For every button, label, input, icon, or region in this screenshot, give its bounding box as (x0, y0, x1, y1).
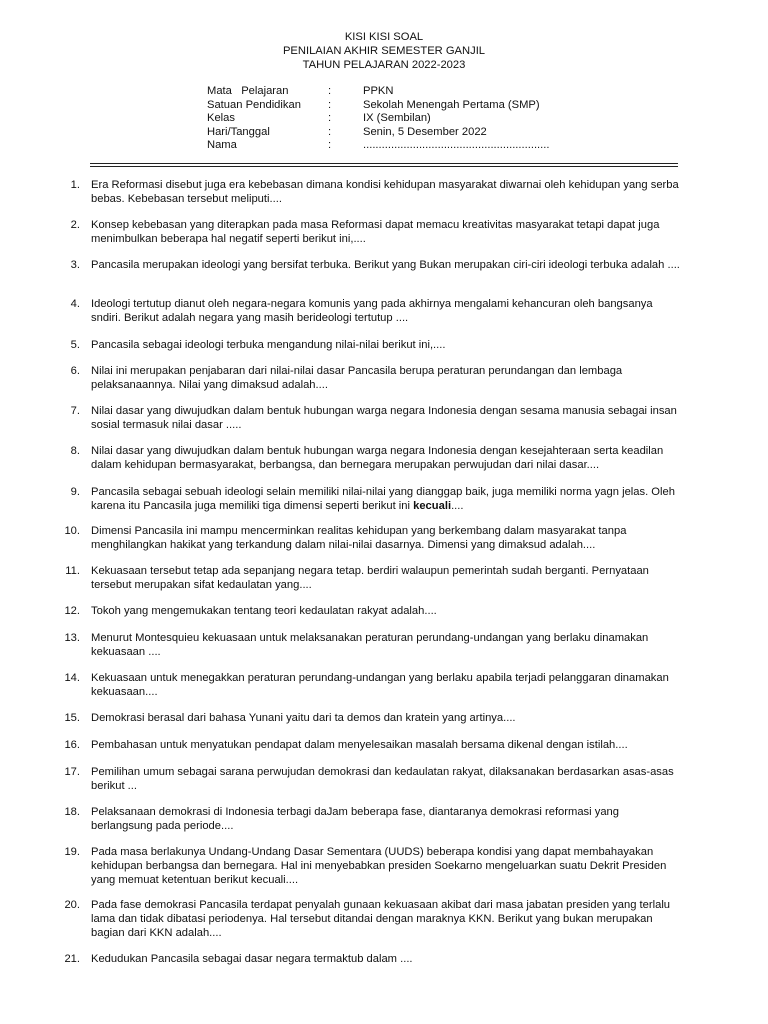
question-text: Pancasila sebagai ideologi terbuka mengandung nilai-nilai berikut ini,.... (91, 339, 446, 351)
name-blank: ............................................................ (363, 139, 550, 151)
question-text: Pembahasan untuk menyatukan pendapat dalam menyelesaikan masalah bersama dikenal dengan istilah.... (91, 739, 628, 751)
question-number: 16. (64, 739, 80, 751)
question-text: Era Reformasi disebut juga era kebebasan dimana kondisi kehidupan masyarakat diwarnai oleh kehidupan yang serba bebas. Kebebasan tersebut meliputi.... (91, 179, 679, 205)
question-number: 14. (64, 672, 80, 684)
question-text: Pada masa berlakunya Undang-Undang Dasar Sementara (UUDS) beberapa kondisi yang dapat membahayakan kehidupan berbangsa dan bernegara. Hal ini menyebabkan presiden Soekarno mengeluarkan suatu Dekrit Presiden yang memuat ketentuan berikut kecuali.... (91, 846, 667, 886)
question-text: Demokrasi berasal dari bahasa Yunani yaitu dari ta demos dan kratein yang artinya.... (91, 712, 516, 724)
info-value: Senin, 5 Desember 2022 (363, 125, 487, 138)
info-value: PPKN (363, 85, 394, 97)
document-header (0, 30, 768, 72)
header-subtitle: PENILAIAN AKHIR SEMESTER GANJIL (282, 45, 486, 57)
question-emphasis: kecuali (413, 500, 452, 512)
question-number: 1. (70, 179, 80, 191)
question-text: Nilai ini merupakan penjabaran dari nilai-nilai dasar Pancasila berupa peraturan perundangan dan lembaga pelaksanaannya. Nilai yang dimaksud adalah.... (91, 365, 623, 391)
question-text: Nilai dasar yang diwujudkan dalam bentuk hubungan warga negara Indonesia dengan kesejahteraan serta keadilan dalam kehidupan bermasyarakat, berbangsa, dan bernegara merupakan perwujudan dari nilai dasar.... (91, 445, 664, 471)
question-text: Kekuasaan tersebut tetap ada sepanjang negara tetap. berdiri walaupun pemerintah sudah berganti. Pernyataan tersebut merupakan sifat kedaulatan yang.... (91, 565, 649, 591)
question-text: Pada fase demokrasi Pancasila terdapat penyalah gunaan kekuasaan akibat dari masa jabatan presiden yang terlalu lama dan tidak dibatasi periodenya. Hal tersebut ditandai dengan maraknya KKN. Berikut yang bukan merupakan bagian dari KKN adalah.... (91, 899, 671, 939)
question-text: Nilai dasar yang diwujudkan dalam bentuk hubungan warga negara Indonesia dengan sesama manusia sebagai insan sosial termasuk nilai dasar ..... (91, 405, 677, 431)
question-number: 18. (64, 806, 80, 818)
info-label: Kelas (207, 112, 235, 124)
question-text: Kedudukan Pancasila sebagai dasar negara termaktub dalam .... (91, 953, 413, 965)
question-number: 4. (70, 298, 80, 310)
info-colon: : (328, 98, 332, 111)
info-label: Nama (207, 139, 237, 151)
question-number: 15. (64, 712, 80, 724)
info-colon: : (328, 85, 332, 97)
question-text: Konsep kebebasan yang diterapkan pada masa Reformasi dapat memacu kreativitas masyarakat tetapi dapat juga menimbulkan beberapa hal negatif seperti berikut ini,.... (91, 219, 660, 245)
question-text: Tokoh yang mengemukakan tentang teori kedaulatan rakyat adalah.... (91, 605, 437, 617)
question-text: Menurut Montesquieu kekuasaan untuk melaksanakan peraturan perundang-undangan yang berlaku dinamakan kekuasaan .... (91, 632, 649, 658)
question-number: 11. (65, 565, 80, 577)
question-number: 13. (64, 632, 80, 644)
question-number: 2. (70, 219, 80, 231)
info-value: IX (Sembilan) (363, 112, 431, 124)
question-number: 8. (70, 445, 80, 457)
info-label: Hari/Tanggal (207, 125, 270, 138)
question-text: Pemilihan umum sebagai sarana perwujudan demokrasi dan kedaulatan rakyat, dilaksanakan berdasarkan asas-asas berikut ... (91, 766, 674, 792)
divider-line (90, 163, 678, 164)
question-number: 9. (70, 486, 80, 498)
info-value: Sekolah Menengah Pertama (SMP) (363, 98, 540, 111)
question-number: 10. (64, 525, 80, 537)
question-text-end: .... (451, 500, 464, 512)
info-colon: : (328, 125, 332, 138)
question-number: 21. (64, 953, 80, 965)
question-number: 19. (64, 846, 80, 858)
info-label: Satuan Pendidikan (207, 98, 301, 111)
info-colon: : (328, 139, 332, 151)
question-text-main: Pancasila sebagai sebuah ideologi selain memiliki nilai-nilai yang dianggap baik, juga memiliki norma yagn jelas. Oleh karena itu Pancasila juga memiliki tiga dimensi seperti berikut ini (91, 486, 675, 512)
question-number: 12. (64, 605, 80, 617)
question-number: 5. (70, 339, 80, 351)
question-text: Pelaksanaan demokrasi di Indonesia terbagi daJam beberapa fase, diantaranya demokrasi reformasi yang berlangsung pada periode.... (91, 806, 619, 832)
question-text: Pancasila merupakan ideologi yang bersifat terbuka. Berikut yang Bukan merupakan ciri-ciri ideologi terbuka adalah .... (91, 259, 680, 271)
question-number: 20. (64, 899, 80, 911)
question-text: Ideologi tertutup dianut oleh negara-negara komunis yang pada akhirnya mengalami kehancuran oleh bangsanya sndiri. Berikut adalah negara yang masih berideologi tertutup .... (91, 298, 653, 324)
info-colon: : (328, 112, 332, 124)
question-number: 17. (64, 766, 80, 778)
question-text: Kekuasaan untuk menegakkan peraturan perundang-undangan yang berlaku apabila terjadi pelanggaran dinamakan kekuasaan.... (91, 672, 669, 698)
info-label: Mata Pelajaran (207, 85, 289, 97)
divider-line (90, 166, 678, 167)
question-number: 3. (70, 259, 80, 271)
question-text: Dimensi Pancasila ini mampu mencerminkan realitas kehidupan yang berkembang dalam masyarakat tanpa menghilangkan hakikat yang terkandung dalam nilai-nilai dasarnya. Dimensi yang dimaksud adalah.... (91, 525, 627, 551)
question-text (91, 485, 681, 513)
header-title: KISI KISI SOAL (344, 31, 424, 43)
question-number: 7. (70, 405, 80, 417)
header-year: TAHUN PELAJARAN 2022-2023 (302, 59, 466, 71)
question-number: 6. (70, 365, 80, 377)
